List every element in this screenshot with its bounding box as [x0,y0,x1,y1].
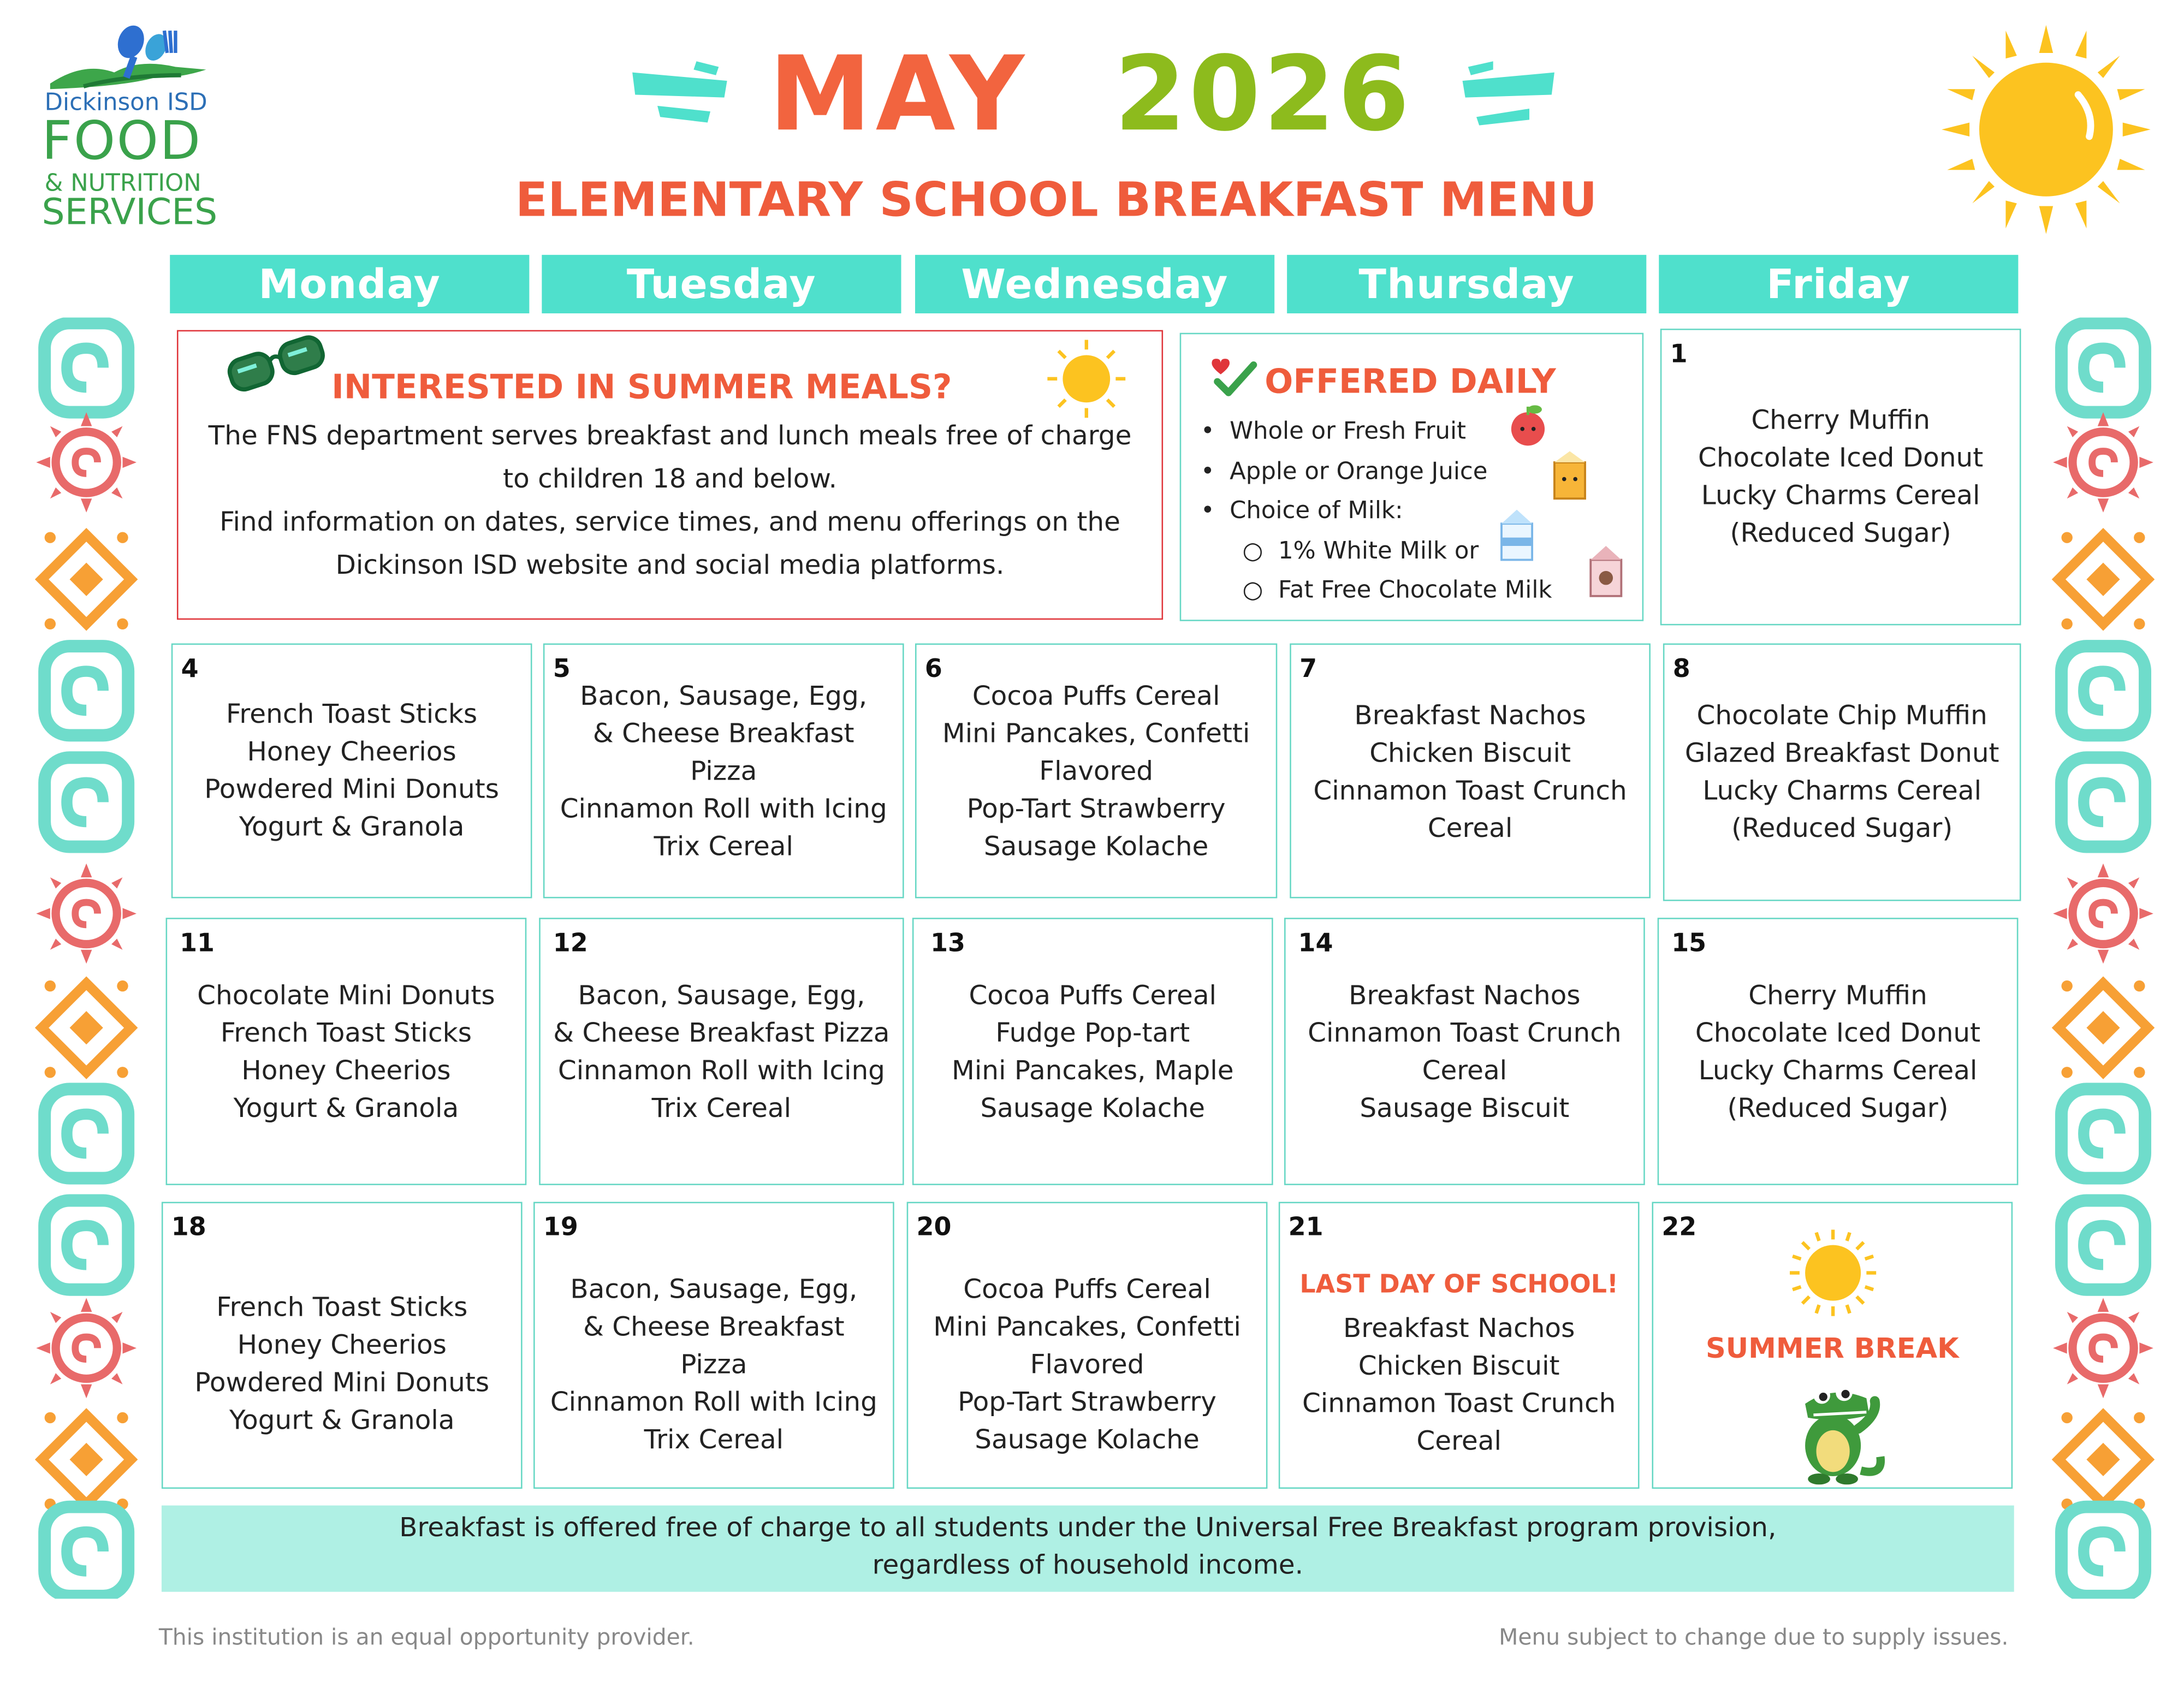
menu-item: Chocolate Chip Muffin [1696,700,1987,732]
menu-items [541,978,903,1128]
summer-line-1: The FNS department serves breakfast and lunch meals free of charge [208,420,1132,451]
day-number: 15 [1671,929,1707,959]
menu-item: Lucky Charms Cereal [1701,480,1980,512]
menu-item: Bacon, Sausage, Egg, [578,980,865,1012]
menu-item: Breakfast Nachos [1354,700,1586,732]
menu-item: & Cheese Breakfast [592,718,854,750]
menu-item: Cinnamon Roll with Icing [550,1387,877,1418]
day-number: 11 [180,929,215,959]
menu-item: Powdered Mini Donuts [194,1368,490,1399]
note-line-1: Breakfast is offered free of charge to all students under the Universal Free Breakfast program provision, [399,1512,1777,1543]
day-cell-21 [1279,1202,1640,1489]
menu-item: Chicken Biscuit [1369,738,1571,769]
day-header-monday: Monday [170,255,529,313]
day-header-tuesday: Tuesday [542,255,901,313]
menu-item: Pop-Tart Strawberry [958,1387,1217,1418]
menu-items [917,678,1276,866]
day-number: 1 [1670,340,1688,370]
apple-icon [1504,401,1552,449]
logo-line-4: SERVICES [41,192,218,234]
logo-line-2: FOOD [41,110,202,171]
menu-item: & Cheese Breakfast Pizza [553,1018,890,1049]
supply-disclaimer-text: Menu subject to change due to supply issues. [1499,1624,2009,1650]
day-number: 8 [1672,654,1690,684]
offered-subitem: ○ 1% White Milk or [1242,537,1479,565]
right-sparkle-icon [1449,56,1560,139]
fork-spoon-logo-icon [42,25,223,98]
day-cell-12 [539,918,904,1185]
menu-item: Chocolate Iced Donut [1695,1018,1981,1049]
menu-item: Sausage Kolache [983,831,1209,863]
alligator-mascot-icon [1783,1373,1886,1484]
day-cell-22 [1652,1202,2013,1489]
menu-item: Fudge Pop-tart [995,1018,1190,1049]
offered-item: • Choice of Milk: [1200,497,1403,525]
menu-item: Trix Cereal [651,1093,792,1124]
menu-item: Yogurt & Granola [239,812,465,843]
free-breakfast-note [162,1506,2014,1592]
menu-items [535,1271,893,1459]
summer-break-label: SUMMER BREAK [1705,1331,1959,1365]
day-number: 19 [543,1212,578,1243]
day-cell-5 [543,644,904,899]
equal-opportunity-text: This institution is an equal opportunity provider. [158,1624,695,1650]
left-sparkle-icon [630,56,741,139]
menu-item: Cherry Muffin [1751,405,1930,436]
note-line-2: regardless of household income. [872,1550,1304,1581]
menu-item: Mini Pancakes, Maple [952,1055,1234,1086]
menu-item: Chocolate Mini Donuts [197,980,495,1012]
day-cell-7 [1290,644,1651,899]
menu-item: Powdered Mini Donuts [204,774,500,805]
summer-line-2: to children 18 and below. [503,463,837,495]
day-header-friday: Friday [1659,255,2018,313]
menu-item: (Reduced Sugar) [1731,813,1953,844]
menu-item: Trix Cereal [644,1424,784,1455]
menu-item: Cereal [1416,1426,1502,1457]
offered-daily-box [1180,333,1643,621]
day-number: 5 [553,654,571,684]
menu-item: Chocolate Iced Donut [1698,443,1984,474]
menu-item: (Reduced Sugar) [1727,1093,1949,1124]
small-sun-icon [1044,337,1128,420]
menu-item: Honey Cheerios [247,736,456,768]
day-cell-18 [162,1202,523,1489]
day-cell-20 [907,1202,1268,1489]
menu-item: Cinnamon Roll with Icing [560,794,887,825]
menu-item: Lucky Charms Cereal [1698,1055,1978,1086]
menu-item: Sausage Kolache [980,1093,1206,1124]
milk-carton-icon [1493,507,1541,563]
day-number: 12 [553,929,588,959]
menu-item: (Reduced Sugar) [1730,518,1951,549]
day-cell-11 [166,918,527,1185]
menu-item: Honey Cheerios [241,1055,451,1086]
menu-items [544,678,903,866]
district-logo [39,25,234,234]
menu-item: Flavored [1030,1349,1144,1381]
day-number: 18 [171,1212,206,1243]
day-number: 20 [916,1212,952,1243]
sunglasses-icon [220,323,331,401]
sun-icon [1942,25,2151,234]
menu-item: Trix Cereal [654,831,793,863]
day-cell-19 [533,1202,894,1489]
day-number: 7 [1299,654,1317,684]
last-day-note: LAST DAY OF SCHOOL! [1299,1270,1618,1300]
summer-line-3: Find information on dates, service times, and menu offerings on the [219,507,1120,538]
menu-item: Bacon, Sausage, Egg, [580,681,868,712]
day-cell-13 [912,918,1273,1185]
menu-item: Bacon, Sausage, Egg, [570,1274,858,1305]
day-number: 21 [1288,1212,1324,1243]
menu-item: Breakfast Nachos [1343,1313,1575,1344]
menu-item: Pop-Tart Strawberry [966,794,1226,825]
day-cell-4 [171,644,532,899]
sun-icon [1787,1227,1879,1318]
menu-items [1659,978,2017,1128]
day-header-thursday: Thursday [1287,255,1646,313]
menu-item: Cinnamon Roll with Icing [557,1055,885,1086]
menu-item: Lucky Charms Cereal [1702,775,1982,807]
menu-items [163,1289,521,1440]
summer-meals-text [179,415,1162,587]
day-cell-1 [1660,329,2021,625]
menu-items [1286,978,1644,1128]
offered-item: • Whole or Fresh Fruit [1200,418,1467,446]
menu-item: Cocoa Puffs Cereal [972,681,1220,712]
menu-subtitle: ELEMENTARY SCHOOL BREAKFAST MENU [515,173,1598,229]
menu-item: Cinnamon Toast Crunch [1313,775,1627,807]
menu-items [1280,1310,1638,1461]
menu-item: Mini Pancakes, Confetti [933,1312,1241,1343]
menu-items [173,697,531,847]
menu-item: Flavored [1039,756,1154,787]
menu-items [1664,698,2020,848]
menu-item: Pizza [690,756,757,787]
menu-item: Cinnamon Toast Crunch [1302,1388,1616,1419]
day-cell-6 [915,644,1277,899]
offered-daily-title: OFFERED DAILY [1265,362,1556,401]
menu-items [913,978,1272,1128]
menu-item: Cinnamon Toast Crunch [1308,1018,1622,1049]
menu-items [1661,402,2020,553]
menu-items [1291,698,1649,848]
menu-item: Cereal [1422,1055,1508,1086]
day-header-wednesday: Wednesday [915,255,1274,313]
summer-meals-title: INTERESTED IN SUMMER MEALS? [331,367,952,407]
chocolate-milk-icon [1582,543,1630,599]
title-year: 2026 [1114,34,1413,155]
menu-item: Cereal [1427,813,1513,844]
menu-item: Glazed Breakfast Donut [1684,738,1999,769]
menu-item: Sausage Biscuit [1360,1093,1570,1124]
menu-items [908,1271,1266,1459]
day-number: 22 [1661,1212,1697,1243]
menu-item: Yogurt & Granola [229,1405,455,1436]
menu-item: Yogurt & Granola [233,1093,459,1124]
title-month: MAY [769,34,1029,155]
summer-line-4: Dickinson ISD website and social media platforms. [335,550,1005,581]
day-number: 14 [1298,929,1333,959]
day-number: 4 [181,654,199,684]
day-number: 6 [924,654,942,684]
menu-item: Cocoa Puffs Cereal [963,1274,1211,1305]
checkmark-heart-icon [1209,356,1259,401]
menu-item: Sausage Kolache [975,1424,1200,1455]
juice-box-icon [1546,448,1594,501]
offered-item: • Apple or Orange Juice [1200,457,1488,486]
day-cell-15 [1658,918,2019,1185]
menu-item: Breakfast Nachos [1349,980,1581,1012]
menu-item: Pizza [680,1349,747,1381]
day-cell-14 [1284,918,1645,1185]
logo-line-1: Dickinson ISD [44,89,207,117]
menu-items [167,978,525,1128]
menu-item: Cherry Muffin [1748,980,1927,1012]
menu-item: & Cheese Breakfast [583,1312,845,1343]
menu-item: Chicken Biscuit [1358,1351,1560,1382]
menu-item: Mini Pancakes, Confetti [942,718,1250,750]
day-cell-8 [1663,644,2021,901]
menu-item: Cocoa Puffs Cereal [969,980,1217,1012]
day-number: 13 [930,929,966,959]
menu-item: French Toast Sticks [226,699,478,730]
menu-item: Honey Cheerios [237,1330,447,1361]
summer-meals-box [177,330,1163,620]
right-border-decoration [2042,318,2168,1599]
left-border-decoration [25,318,151,1599]
menu-item: French Toast Sticks [220,1018,472,1049]
logo-line-3: & NUTRITION [44,170,201,198]
menu-item: French Toast Sticks [216,1292,468,1323]
offered-subitem: ○ Fat Free Chocolate Milk [1242,576,1552,605]
